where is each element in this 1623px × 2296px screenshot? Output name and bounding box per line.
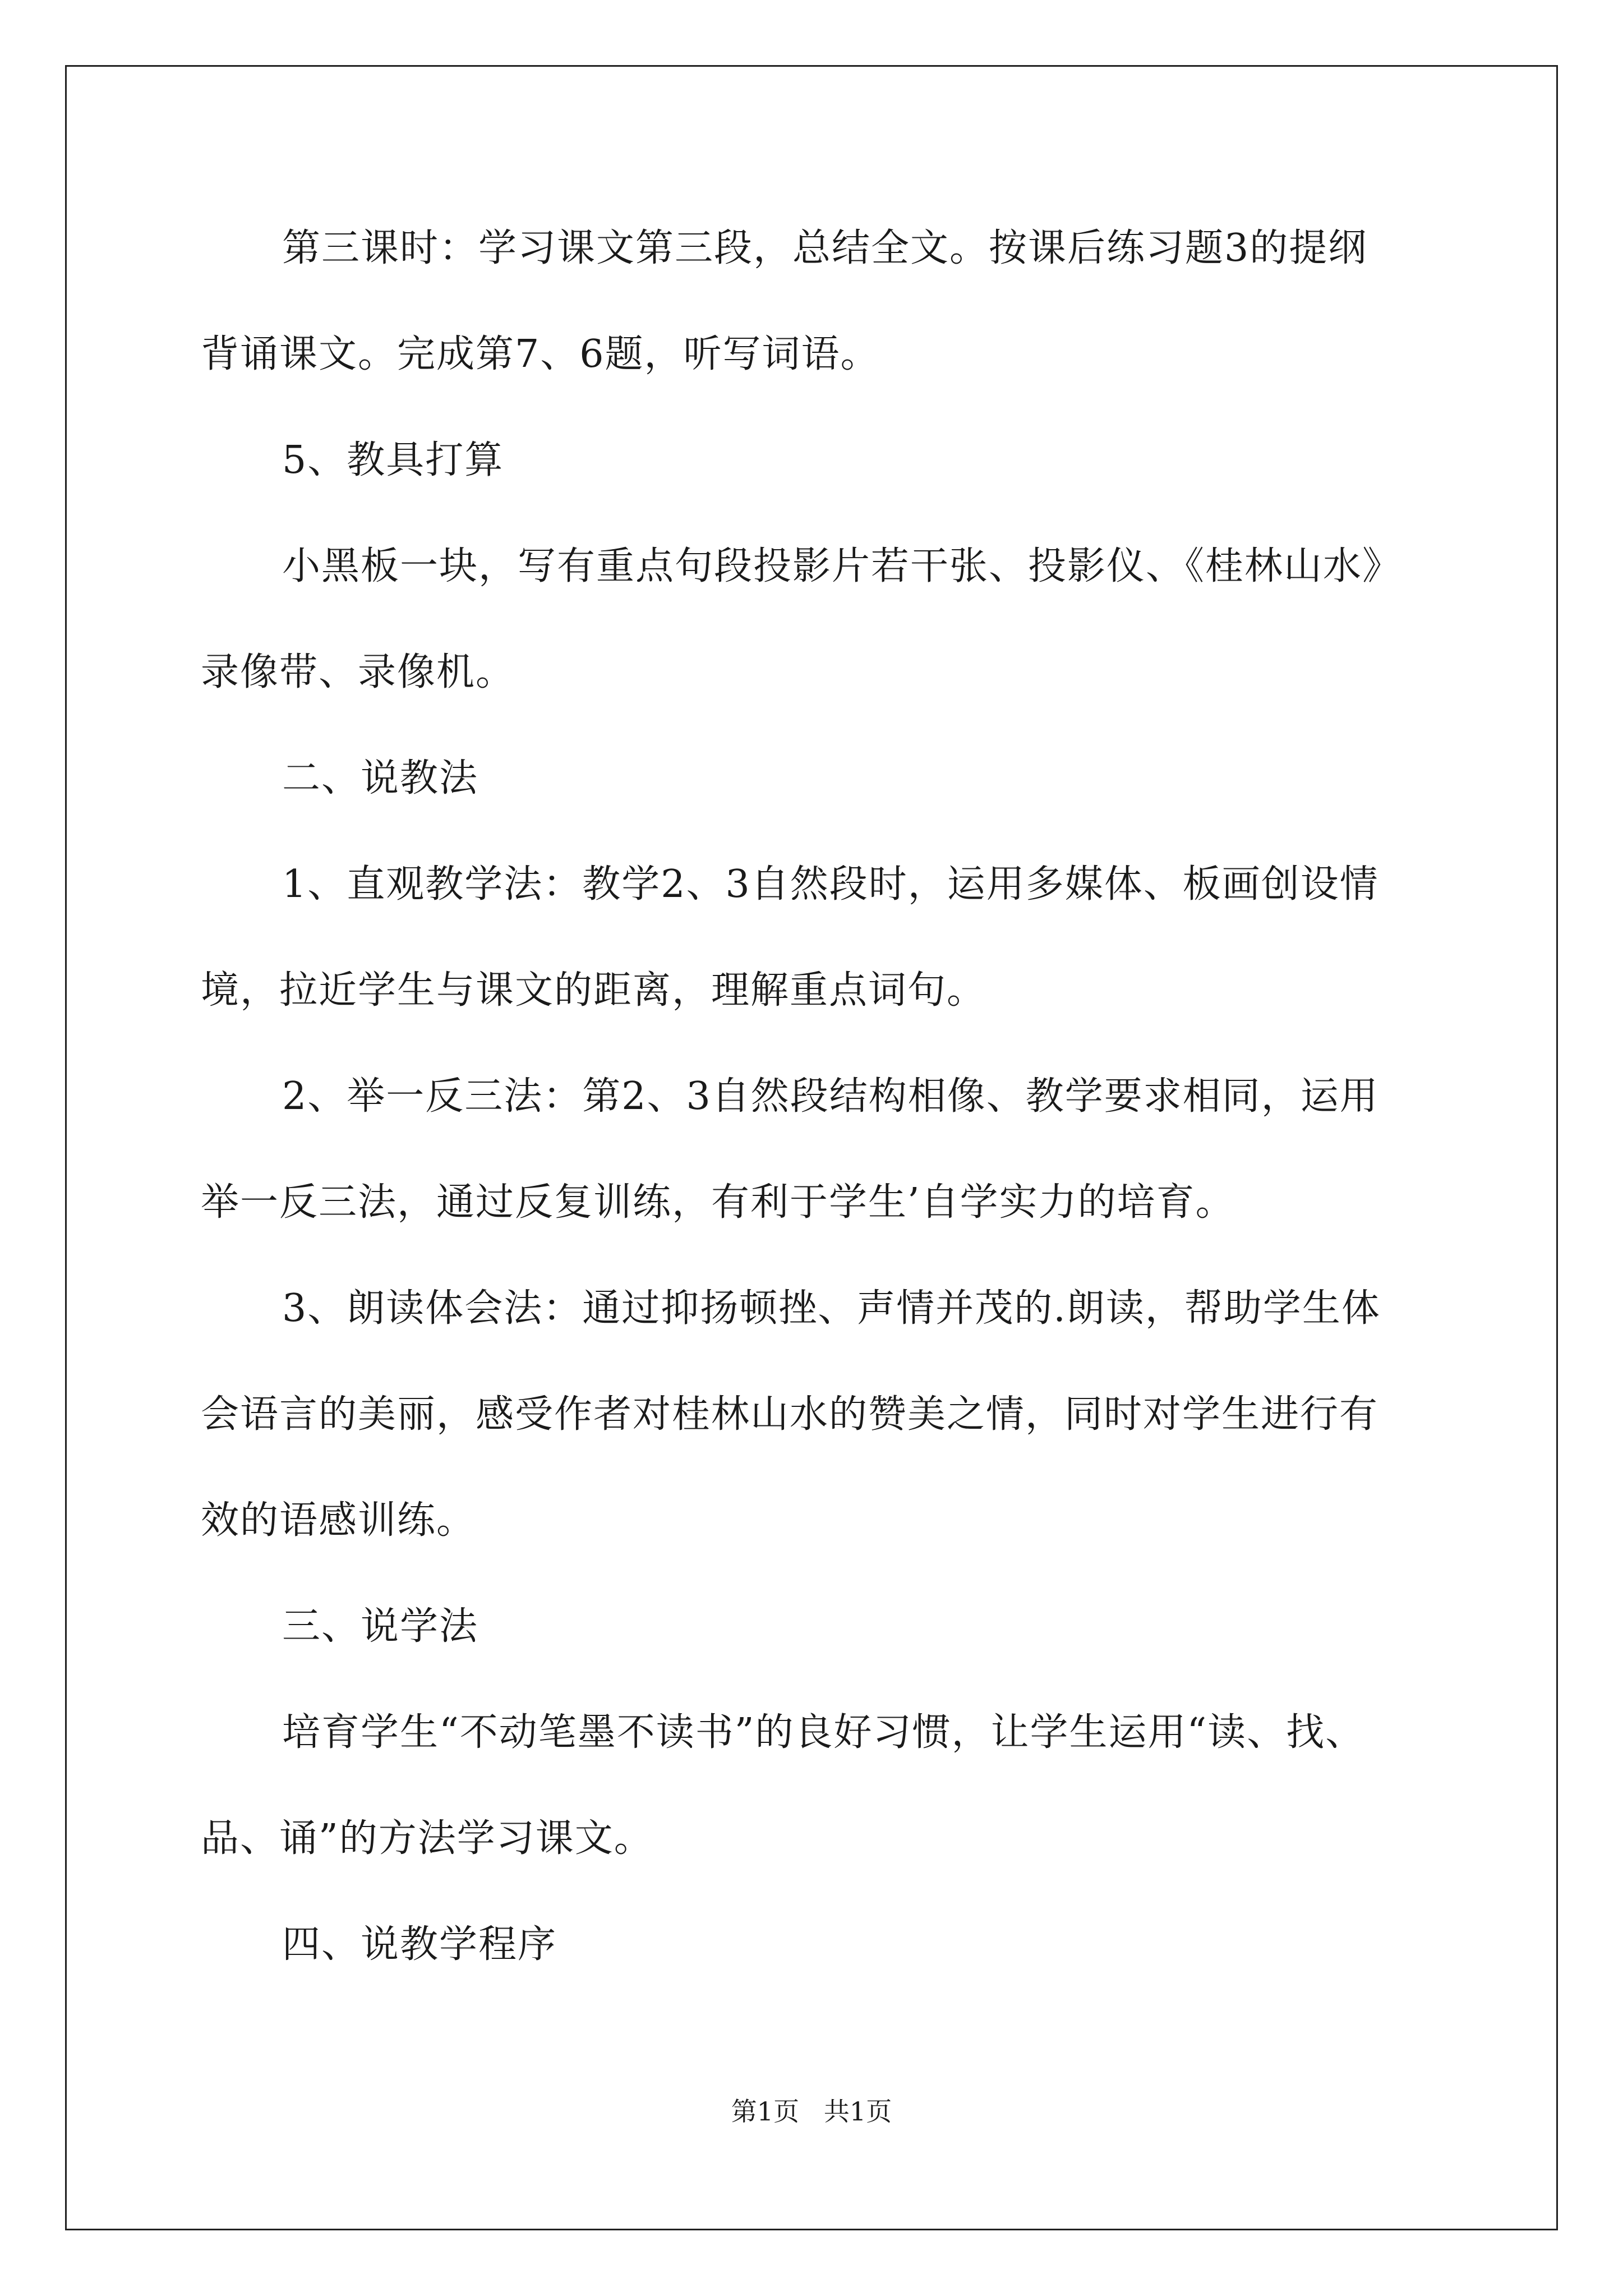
text-line: 第三课时：学习课文第三段，总结全文。按课后练习题3的提纲 xyxy=(282,226,1368,270)
page-border xyxy=(65,65,1558,2230)
text-line: 小黑板一块，写有重点句段投影片若干张、投影仪、《桂林山水》 xyxy=(282,544,1402,588)
section-heading: 三、说学法 xyxy=(282,1604,479,1649)
text-line: 1、直观教学法：教学2、3自然段时，运用多媒体、板画创设情 xyxy=(282,862,1379,907)
text-line: 境，拉近学生与课文的距离，理解重点词句。 xyxy=(201,968,986,1013)
page-number: 第1页 共1页 xyxy=(731,2096,892,2127)
text-line: 品、诵”的方法学习课文。 xyxy=(201,1816,653,1861)
section-heading: 四、说教学程序 xyxy=(282,1922,557,1967)
text-line: 会语言的美丽，感受作者对桂林山水的赞美之情，同时对学生进行有 xyxy=(201,1392,1379,1437)
text-line: 举一反三法，通过反复训练，有利于学生’自学实力的培育。 xyxy=(201,1180,1235,1225)
section-heading: 5、教具打算 xyxy=(282,438,504,482)
text-line: 培育学生“不动笔墨不读书”的良好习惯，让学生运用“读、找、 xyxy=(282,1710,1365,1755)
section-heading: 二、说教法 xyxy=(282,756,479,800)
text-line: 录像带、录像机。 xyxy=(201,650,515,694)
text-line: 效的语感训练。 xyxy=(201,1498,476,1543)
text-line: 3、朗读体会法：通过抑扬顿挫、声情并茂的.朗读，帮助学生体 xyxy=(282,1286,1381,1331)
text-line: 背诵课文。完成第7、6题，听写词语。 xyxy=(201,332,880,376)
text-line: 2、举一反三法：第2、3自然段结构相像、教学要求相同，运用 xyxy=(282,1074,1379,1119)
